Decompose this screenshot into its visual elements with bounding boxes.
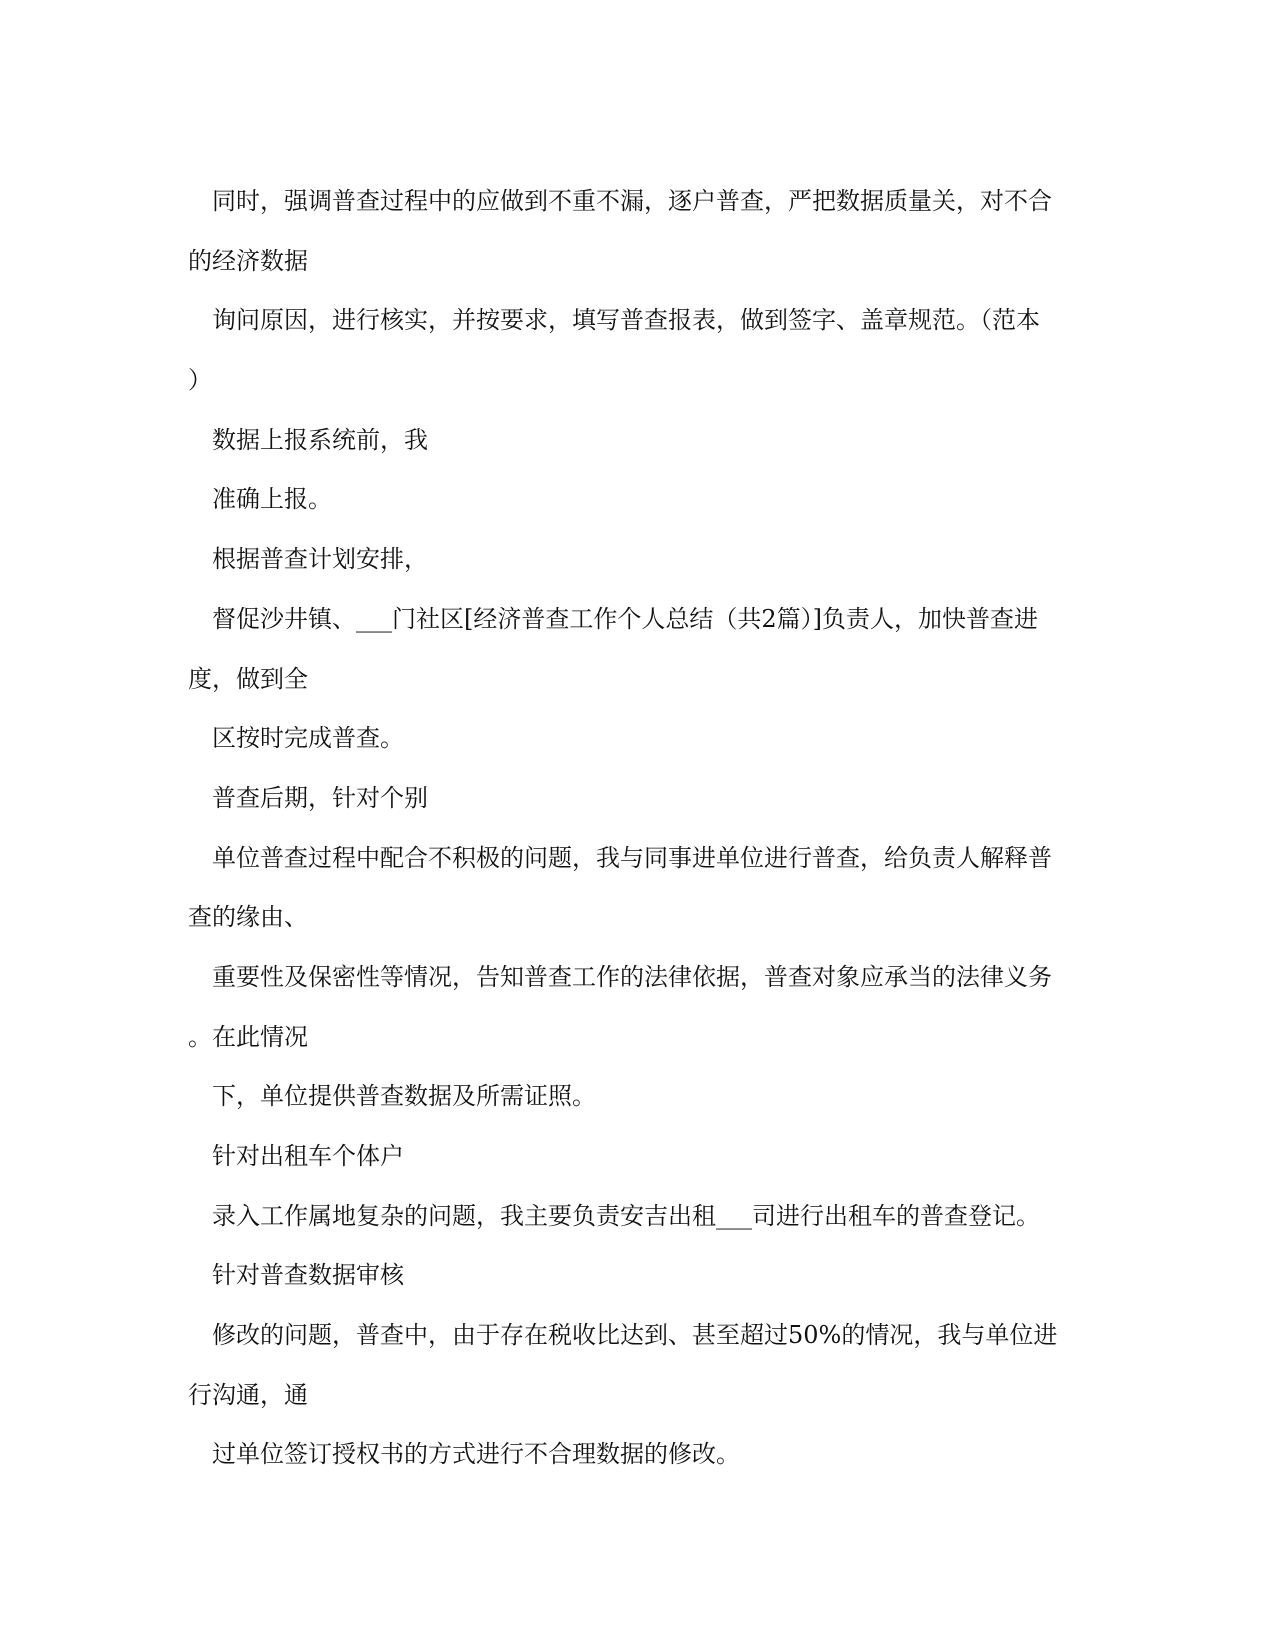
text-line: 督促沙井镇、___门社区[经济普查工作个人总结（共2篇）]负责人，加快普查进 — [212, 604, 1038, 633]
text-line: 根据普查计划安排， — [212, 545, 428, 574]
text-line: 单位普查过程中配合不积极的问题，我与同事进单位进行普查，给负责人解释普 — [212, 843, 1052, 872]
text-line: 重要性及保密性等情况，告知普查工作的法律依据，普查对象应承当的法律义务 — [212, 962, 1052, 991]
text-line: 区按时完成普查。 — [212, 724, 404, 753]
text-line: 录入工作属地复杂的问题，我主要负责安吉出租___司进行出租车的普查登记。 — [212, 1201, 1040, 1230]
text-line: 过单位签订授权书的方式进行不合理数据的修改。 — [212, 1440, 740, 1469]
text-line: 询问原因，进行核实，并按要求，填写普查报表，做到签字、盖章规范。（范本 — [212, 306, 1040, 335]
text-line: 下，单位提供普查数据及所需证照。 — [212, 1082, 596, 1111]
text-line: 同时，强调普查过程中的应做到不重不漏，逐户普查，严把数据质量关，对不合 — [212, 187, 1052, 215]
text-line: 准确上报。 — [212, 485, 332, 514]
document-body — [188, 172, 1088, 1485]
text-line: 查的缘由、 — [188, 903, 308, 932]
text-line: 。在此情况 — [188, 1022, 308, 1051]
text-line: ） — [188, 366, 212, 395]
text-line: 普查后期，针对个别 — [212, 783, 428, 812]
text-line: 度，做到全 — [188, 664, 308, 693]
text-line: 行沟通，通 — [188, 1380, 308, 1409]
text-line: 数据上报系统前，我 — [212, 425, 428, 454]
text-line: 针对出租车个体户 — [212, 1142, 404, 1170]
text-line: 针对普查数据审核 — [212, 1261, 404, 1290]
text-line: 修改的问题，普查中，由于存在税收比达到、甚至超过50%的情况，我与单位进 — [212, 1321, 1058, 1350]
text-line: 的经济数据 — [188, 246, 308, 275]
